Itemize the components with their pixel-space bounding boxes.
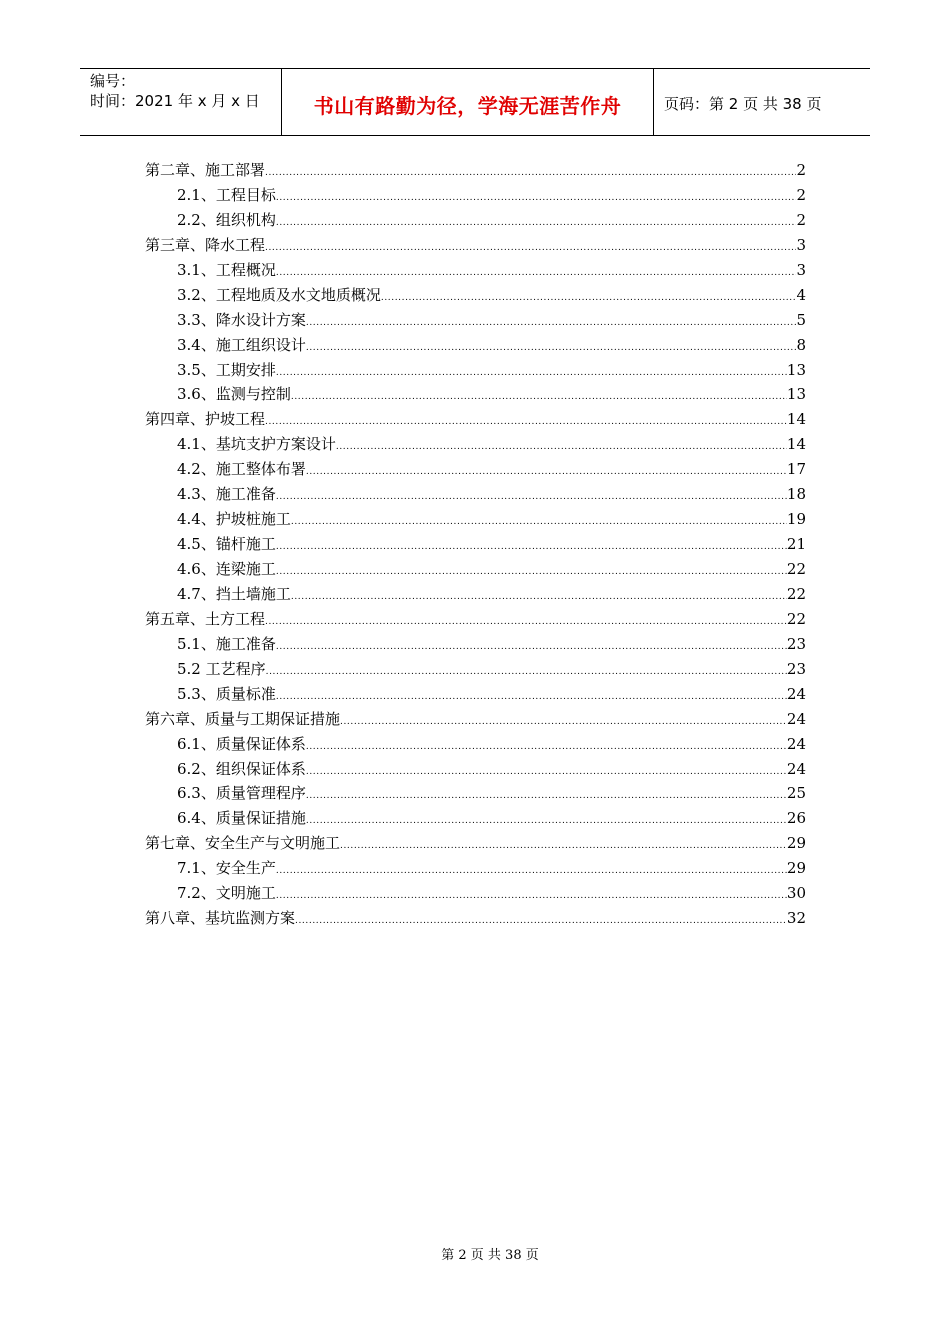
toc-entry-title: 5.1、施工准备 bbox=[177, 634, 276, 653]
page-header bbox=[80, 68, 870, 136]
toc-entry-page-number: 29 bbox=[786, 859, 806, 878]
toc-dot-leader bbox=[306, 792, 787, 801]
toc-section-entry[interactable] bbox=[145, 358, 806, 383]
toc-chapter-entry[interactable] bbox=[145, 831, 806, 856]
toc-dot-leader bbox=[295, 917, 787, 926]
toc-dot-leader bbox=[265, 244, 796, 253]
toc-section-entry[interactable] bbox=[145, 881, 806, 906]
toc-dot-leader bbox=[340, 718, 787, 727]
toc-entry-page-number: 5 bbox=[796, 310, 806, 329]
toc-section-entry[interactable] bbox=[145, 283, 806, 308]
toc-entry-page-number: 8 bbox=[796, 335, 806, 354]
toc-entry-title: 4.2、施工整体布署 bbox=[177, 460, 306, 479]
toc-entry-page-number: 25 bbox=[786, 784, 806, 803]
toc-entry-page-number: 23 bbox=[786, 659, 806, 678]
toc-entry-title: 3.1、工程概况 bbox=[177, 260, 276, 279]
toc-dot-leader bbox=[340, 842, 787, 851]
toc-section-entry[interactable] bbox=[145, 582, 806, 607]
toc-entry-page-number: 29 bbox=[786, 834, 806, 853]
toc-entry-page-number: 14 bbox=[786, 435, 806, 454]
toc-dot-leader bbox=[276, 219, 797, 228]
toc-entry-title: 第二章、施工部署 bbox=[145, 161, 266, 179]
toc-section-entry[interactable] bbox=[145, 806, 806, 831]
toc-entry-page-number: 13 bbox=[786, 360, 806, 379]
toc-dot-leader bbox=[265, 618, 787, 627]
toc-dot-leader bbox=[291, 518, 787, 527]
toc-entry-page-number: 24 bbox=[786, 709, 806, 728]
toc-dot-leader bbox=[306, 768, 787, 777]
toc-entry-title: 6.3、质量管理程序 bbox=[177, 784, 306, 803]
toc-entry-title: 第八章、基坑监测方案 bbox=[145, 909, 296, 928]
toc-dot-leader bbox=[276, 269, 797, 278]
toc-entry-title: 5.2 工艺程序 bbox=[177, 659, 266, 678]
toc-entry-title: 4.4、护坡桩施工 bbox=[177, 510, 291, 529]
header-motto: 书山有路勤为径，学海无涯苦作舟 bbox=[282, 69, 654, 135]
toc-entry-title: 第六章、质量与工期保证措施 bbox=[145, 709, 341, 728]
toc-entry-page-number: 14 bbox=[786, 410, 806, 429]
toc-dot-leader bbox=[381, 294, 797, 303]
toc-entry-title: 第五章、土方工程 bbox=[145, 609, 266, 628]
toc-dot-leader bbox=[276, 867, 787, 876]
toc-entry-title: 4.1、基坑支护方案设计 bbox=[177, 435, 336, 454]
toc-dot-leader bbox=[306, 468, 787, 477]
toc-entry-title: 3.6、监测与控制 bbox=[177, 385, 291, 404]
toc-entry-page-number: 2 bbox=[796, 210, 806, 229]
toc-chapter-entry[interactable] bbox=[145, 607, 806, 632]
toc-entry-page-number: 24 bbox=[786, 759, 806, 778]
toc-dot-leader bbox=[306, 319, 797, 328]
toc-entry-title: 4.7、挡土墙施工 bbox=[177, 584, 291, 603]
toc-section-entry[interactable] bbox=[145, 258, 806, 283]
toc-entry-title: 6.1、质量保证体系 bbox=[177, 734, 306, 753]
toc-section-entry[interactable] bbox=[145, 482, 806, 507]
toc-entry-title: 5.3、质量标准 bbox=[177, 684, 276, 703]
toc-dot-leader bbox=[276, 194, 797, 203]
toc-entry-page-number: 24 bbox=[786, 734, 806, 753]
toc-entry-title: 4.5、锚杆施工 bbox=[177, 535, 276, 554]
toc-section-entry[interactable] bbox=[145, 781, 806, 806]
toc-entry-title: 3.2、工程地质及水文地质概况 bbox=[177, 285, 381, 304]
toc-chapter-entry[interactable] bbox=[145, 233, 806, 258]
toc-entry-title: 第三章、降水工程 bbox=[145, 235, 266, 254]
toc-dot-leader bbox=[306, 344, 797, 353]
toc-section-entry[interactable] bbox=[145, 532, 806, 557]
toc-entry-page-number: 30 bbox=[786, 884, 806, 903]
toc-dot-leader bbox=[306, 743, 787, 752]
page-footer: 第 2 页 共 38 页 bbox=[441, 1248, 539, 1263]
toc-chapter-entry[interactable] bbox=[145, 906, 806, 931]
toc-section-entry[interactable] bbox=[145, 657, 806, 682]
toc-entry-page-number: 24 bbox=[786, 684, 806, 703]
table-of-contents bbox=[145, 158, 806, 931]
toc-dot-leader bbox=[265, 169, 796, 178]
toc-section-entry[interactable] bbox=[145, 183, 806, 208]
toc-dot-leader bbox=[276, 568, 787, 577]
document-date: 时间：2021 年 x 月 x 日 bbox=[90, 92, 260, 110]
toc-entry-title: 6.4、质量保证措施 bbox=[177, 809, 306, 828]
toc-entry-page-number: 3 bbox=[796, 235, 806, 254]
toc-entry-title: 2.1、工程目标 bbox=[177, 185, 276, 204]
toc-dot-leader bbox=[276, 643, 787, 652]
toc-entry-page-number: 2 bbox=[796, 185, 806, 204]
toc-dot-leader bbox=[276, 369, 787, 378]
toc-chapter-entry[interactable] bbox=[145, 707, 806, 732]
toc-section-entry[interactable] bbox=[145, 856, 806, 881]
toc-dot-leader bbox=[291, 593, 787, 602]
toc-entry-title: 7.1、安全生产 bbox=[177, 859, 276, 878]
toc-section-entry[interactable] bbox=[145, 682, 806, 707]
toc-dot-leader bbox=[265, 418, 787, 427]
toc-dot-leader bbox=[276, 693, 787, 702]
toc-entry-page-number: 19 bbox=[786, 510, 806, 529]
toc-section-entry[interactable] bbox=[145, 432, 806, 457]
toc-entry-title: 3.5、工期安排 bbox=[177, 360, 276, 379]
toc-entry-page-number: 3 bbox=[796, 260, 806, 279]
toc-section-entry[interactable] bbox=[145, 208, 806, 233]
toc-entry-title: 第四章、护坡工程 bbox=[145, 410, 266, 429]
toc-entry-title: 3.3、降水设计方案 bbox=[177, 310, 306, 329]
toc-entry-page-number: 22 bbox=[786, 560, 806, 578]
toc-entry-page-number: 32 bbox=[786, 909, 806, 928]
toc-section-entry[interactable] bbox=[145, 757, 806, 782]
toc-dot-leader bbox=[306, 817, 787, 826]
toc-entry-title: 6.2、组织保证体系 bbox=[177, 759, 306, 778]
header-page-info: 页码：第 2 页 共 38 页 bbox=[664, 94, 822, 113]
toc-dot-leader bbox=[291, 393, 787, 402]
toc-chapter-entry[interactable] bbox=[145, 158, 806, 183]
toc-entry-page-number: 21 bbox=[786, 535, 806, 554]
toc-dot-leader bbox=[336, 443, 787, 452]
toc-section-entry[interactable] bbox=[145, 382, 806, 407]
toc-entry-page-number: 13 bbox=[786, 385, 806, 404]
toc-section-entry[interactable] bbox=[145, 557, 806, 582]
toc-section-entry[interactable] bbox=[145, 333, 806, 358]
toc-section-entry[interactable] bbox=[145, 457, 806, 482]
toc-section-entry[interactable] bbox=[145, 732, 806, 757]
toc-section-entry[interactable] bbox=[145, 308, 806, 333]
toc-entry-title: 4.6、连梁施工 bbox=[177, 560, 276, 578]
toc-section-entry[interactable] bbox=[145, 632, 806, 657]
toc-entry-title: 2.2、组织机构 bbox=[177, 210, 276, 229]
toc-dot-leader bbox=[266, 668, 787, 677]
document-number-label: 编号： bbox=[90, 72, 136, 90]
toc-entry-page-number: 22 bbox=[786, 609, 806, 628]
toc-entry-page-number: 18 bbox=[786, 485, 806, 504]
toc-entry-page-number: 2 bbox=[796, 161, 806, 179]
toc-entry-page-number: 22 bbox=[786, 584, 806, 603]
toc-section-entry[interactable] bbox=[145, 507, 806, 532]
toc-entry-title: 4.3、施工准备 bbox=[177, 485, 276, 504]
toc-dot-leader bbox=[276, 493, 787, 502]
toc-entry-title: 3.4、施工组织设计 bbox=[177, 335, 306, 354]
toc-dot-leader bbox=[276, 892, 787, 901]
toc-dot-leader bbox=[276, 543, 787, 552]
toc-entry-page-number: 26 bbox=[786, 809, 806, 828]
toc-entry-page-number: 4 bbox=[796, 285, 806, 304]
toc-entry-title: 第七章、安全生产与文明施工 bbox=[145, 834, 341, 853]
toc-entry-title: 7.2、文明施工 bbox=[177, 884, 276, 903]
toc-entry-page-number: 17 bbox=[786, 460, 806, 479]
toc-entry-page-number: 23 bbox=[786, 634, 806, 653]
toc-chapter-entry[interactable] bbox=[145, 407, 806, 432]
header-meta bbox=[80, 69, 282, 135]
